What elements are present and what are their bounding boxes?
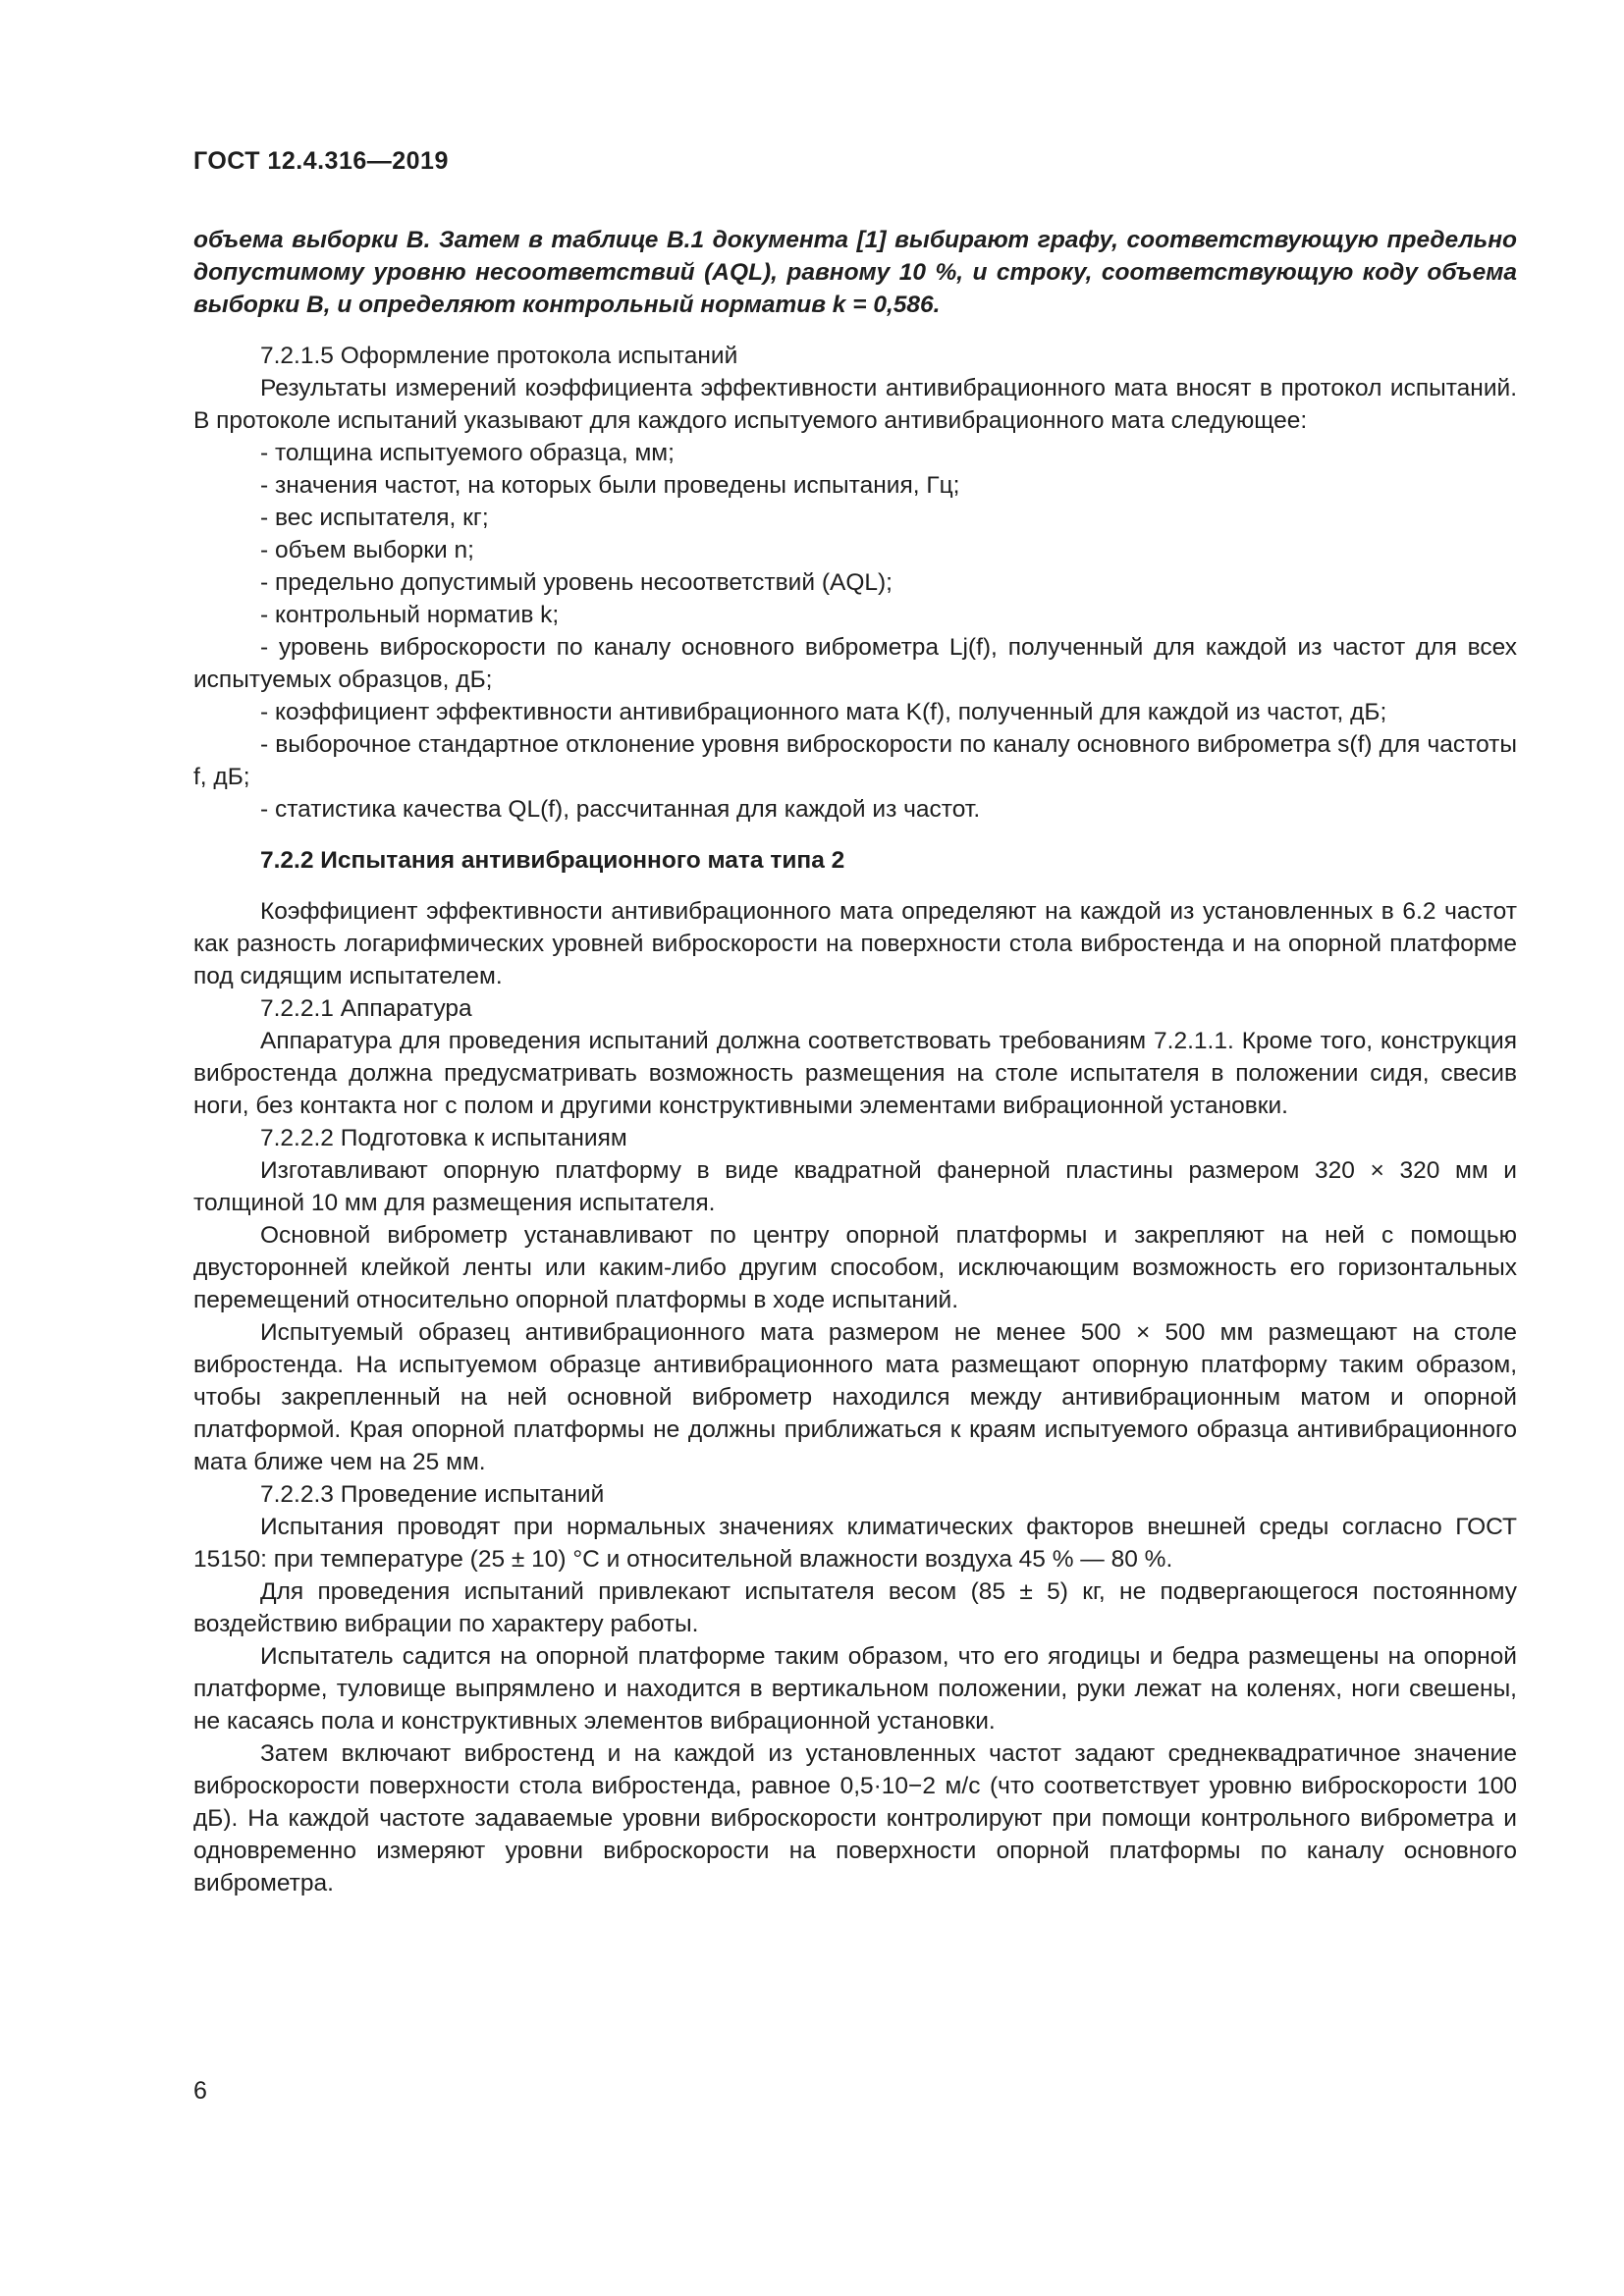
paragraph: Основной виброметр устанавливают по центру опорной платформы и закрепляют на ней с помощью двусторонней клейкой ленты или каким-либо другим способом, исключающим возможность его горизонтальных перемещений относительно опорной платформы в ходе испытаний. (193, 1222, 1517, 1313)
list-item: - коэффициент эффективности антивибрационного мата K(f), полученный для каждой из частот, дБ; (260, 699, 1387, 725)
paragraph: Для проведения испытаний привлекают испытателя весом (85 ± 5) кг, не подвергающегося постоянному воздействию вибрации по характеру работы. (193, 1578, 1517, 1637)
paragraph: Испытания проводят при нормальных значениях климатических факторов внешней среды согласно ГОСТ 15150: при температуре (25 ± 10) °С и относительной влажности воздуха 45 % — 80 %. (193, 1514, 1517, 1573)
list-item: - объем выборки n; (260, 537, 474, 563)
page-number: 6 (193, 2077, 207, 2105)
section-7-2-2-2-title: 7.2.2.2 Подготовка к испытаниям (260, 1125, 627, 1151)
section-7-2-1-5-title: 7.2.1.5 Оформление протокола испытаний (260, 343, 738, 369)
list-item: - выборочное стандартное отклонение уровня виброскорости по каналу основного виброметра s(f) для частоты f, дБ; (193, 731, 1517, 790)
section-7-2-2-1-title: 7.2.2.1 Аппаратура (260, 995, 472, 1022)
paragraph: Аппаратура для проведения испытаний должна соответствовать требованиям 7.2.1.1. Кроме того, конструкция вибростенда должна предусматривать возможность размещения на столе испытателя в положении сидя, свесив ноги, без контакта ног с полом и другими конструктивными элементами вибрационной установки. (193, 1028, 1517, 1119)
document-body (193, 224, 1517, 1899)
list-item: - контрольный норматив k; (260, 602, 560, 628)
paragraph: Коэффициент эффективности антивибрационного мата определяют на каждой из установленных в 6.2 частот как разность логарифмических уровней виброскорости на поверхности стола вибростенда и на опорной платформе под сидящим испытателем. (193, 898, 1517, 989)
document-header: ГОСТ 12.4.316—2019 (193, 147, 449, 175)
list-item: - уровень виброскорости по каналу основного виброметра Lj(f), полученный для каждой из частот для всех испытуемых образцов, дБ; (193, 634, 1517, 693)
list-item: - значения частот, на которых были проведены испытания, Гц; (260, 472, 960, 499)
paragraph-continuation: объема выборки В. Затем в таблице В.1 документа [1] выбирают графу, соответствующую предельно допустимому уровню несоответствий (AQL), равному 10 %, и строку, соответствующую коду объема выборки В, и определяют контрольный норматив k = 0,586. (193, 227, 1517, 318)
list-item: - предельно допустимый уровень несоответствий (AQL); (260, 569, 893, 596)
list-item: - вес испытателя, кг; (260, 505, 489, 531)
paragraph: Испытатель садится на опорной платформе таким образом, что его ягодицы и бедра размещены на опорной платформе, туловище выпрямлено и находится в вертикальном положении, руки лежат на коленях, ноги свешены, не касаясь пола и конструктивных элементов вибрационной установки. (193, 1643, 1517, 1735)
section-7-2-2-3-title: 7.2.2.3 Проведение испытаний (260, 1481, 605, 1508)
section-7-2-2-heading: 7.2.2 Испытания антивибрационного мата типа 2 (260, 847, 845, 874)
paragraph: Затем включают вибростенд и на каждой из установленных частот задают среднеквадратичное значение виброскорости поверхности стола вибростенда, равное 0,5·10−2 м/с (что соответствует уровню виброскорости 100 дБ). На каждой частоте задаваемые уровни виброскорости контролируют при помощи контрольного виброметра и одновременно измеряют уровни виброскорости на поверхности опорной платформы по каналу основного виброметра. (193, 1740, 1517, 1896)
paragraph: Изготавливают опорную платформу в виде квадратной фанерной пластины размером 320 × 320 мм и толщиной 10 мм для размещения испытателя. (193, 1157, 1517, 1216)
list-item: - толщина испытуемого образца, мм; (260, 440, 675, 466)
paragraph: Испытуемый образец антивибрационного мата размером не менее 500 × 500 мм размещают на столе вибростенда. На испытуемом образце антивибрационного мата размещают опорную платформу таким образом, чтобы закрепленный на ней основной виброметр находился между антивибрационным матом и опорной платформой. Края опорной платформы не должны приближаться к краям испытуемого образца антивибрационного мата ближе чем на 25 мм. (193, 1319, 1517, 1475)
list-item: - статистика качества QL(f), рассчитанная для каждой из частот. (260, 796, 981, 823)
paragraph: Результаты измерений коэффициента эффективности антивибрационного мата вносят в протокол испытаний. В протоколе испытаний указывают для каждого испытуемого антивибрационного мата следующее: (193, 375, 1517, 434)
